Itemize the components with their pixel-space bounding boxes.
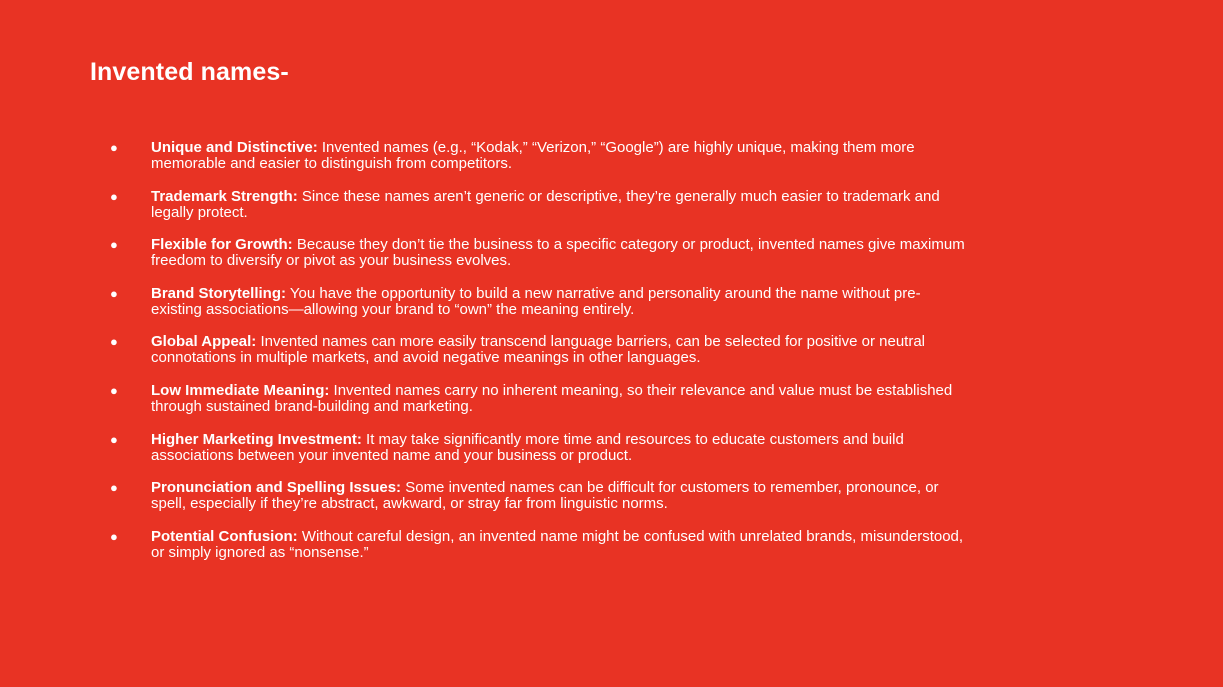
bullet-dot-icon: ● [110, 237, 118, 253]
bullet-term: Low Immediate Meaning: [151, 381, 330, 399]
slide-title: Invented names- [90, 58, 289, 86]
bullet-text: Because they don’t tie the business to a specific category or product, invented names give maximum freedom to diversify or pivot as your business evolves. [151, 236, 965, 270]
bullet-dot-icon: ● [110, 382, 118, 398]
bullet-text: Some invented names can be difficult for customers to remember, pronounce, or spell, especially if they’re abstract, awkward, or stray far from linguistic norms. [151, 479, 939, 513]
bullet-dot-icon: ● [110, 334, 118, 350]
bullet-item [110, 480, 970, 529]
bullet-dot-icon: ● [110, 480, 118, 496]
bullet-item [110, 286, 970, 335]
bullet-term: Global Appeal: [151, 333, 257, 351]
bullet-item [110, 189, 970, 238]
bullet-text: You have the opportunity to build a new narrative and personality around the name without pre-existing associations—allowing your brand to “own” the meaning entirely. [151, 284, 921, 318]
bullet-item [110, 237, 970, 286]
bullet-term: Trademark Strength: [151, 187, 298, 205]
bullet-term: Higher Marketing Investment: [151, 430, 362, 448]
bullet-item [110, 432, 970, 481]
bullet-item [110, 383, 970, 432]
bullet-text: Since these names aren’t generic or descriptive, they’re generally much easier to trademark and legally protect. [151, 187, 940, 221]
bullet-term: Potential Confusion: [151, 527, 298, 545]
bullet-term: Brand Storytelling: [151, 284, 287, 302]
bullet-dot-icon: ● [110, 431, 118, 447]
bullet-term: Flexible for Growth: [151, 236, 293, 254]
bullet-dot-icon: ● [110, 140, 118, 155]
bullet-text: Invented names can more easily transcend language barriers, can be selected for positive or neutral connotations in multiple markets, and avoid negative meanings in other languages. [151, 333, 926, 367]
bullet-text: Invented names (e.g., “Kodak,” “Verizon,” “Google”) are highly unique, making them more memorable and easier to distinguish from competitors. [151, 139, 915, 172]
bullet-item [110, 529, 970, 578]
bullet-term: Unique and Distinctive: [151, 139, 318, 156]
bullet-dot-icon: ● [110, 528, 118, 544]
bullet-item [110, 334, 970, 383]
bullet-item [110, 140, 970, 189]
bullet-dot-icon: ● [110, 285, 118, 301]
bullet-list [110, 140, 970, 577]
bullet-text: It may take significantly more time and resources to educate customers and build associations between your invented name and your business or product. [151, 430, 904, 464]
bullet-dot-icon: ● [110, 188, 118, 204]
bullet-text: Invented names carry no inherent meaning, so their relevance and value must be established through sustained brand-building and marketing. [151, 381, 953, 415]
bullet-term: Pronunciation and Spelling Issues: [151, 479, 402, 497]
bullet-text: Without careful design, an invented name might be confused with unrelated brands, misunderstood, or simply ignored as “nonsense.” [151, 527, 964, 561]
